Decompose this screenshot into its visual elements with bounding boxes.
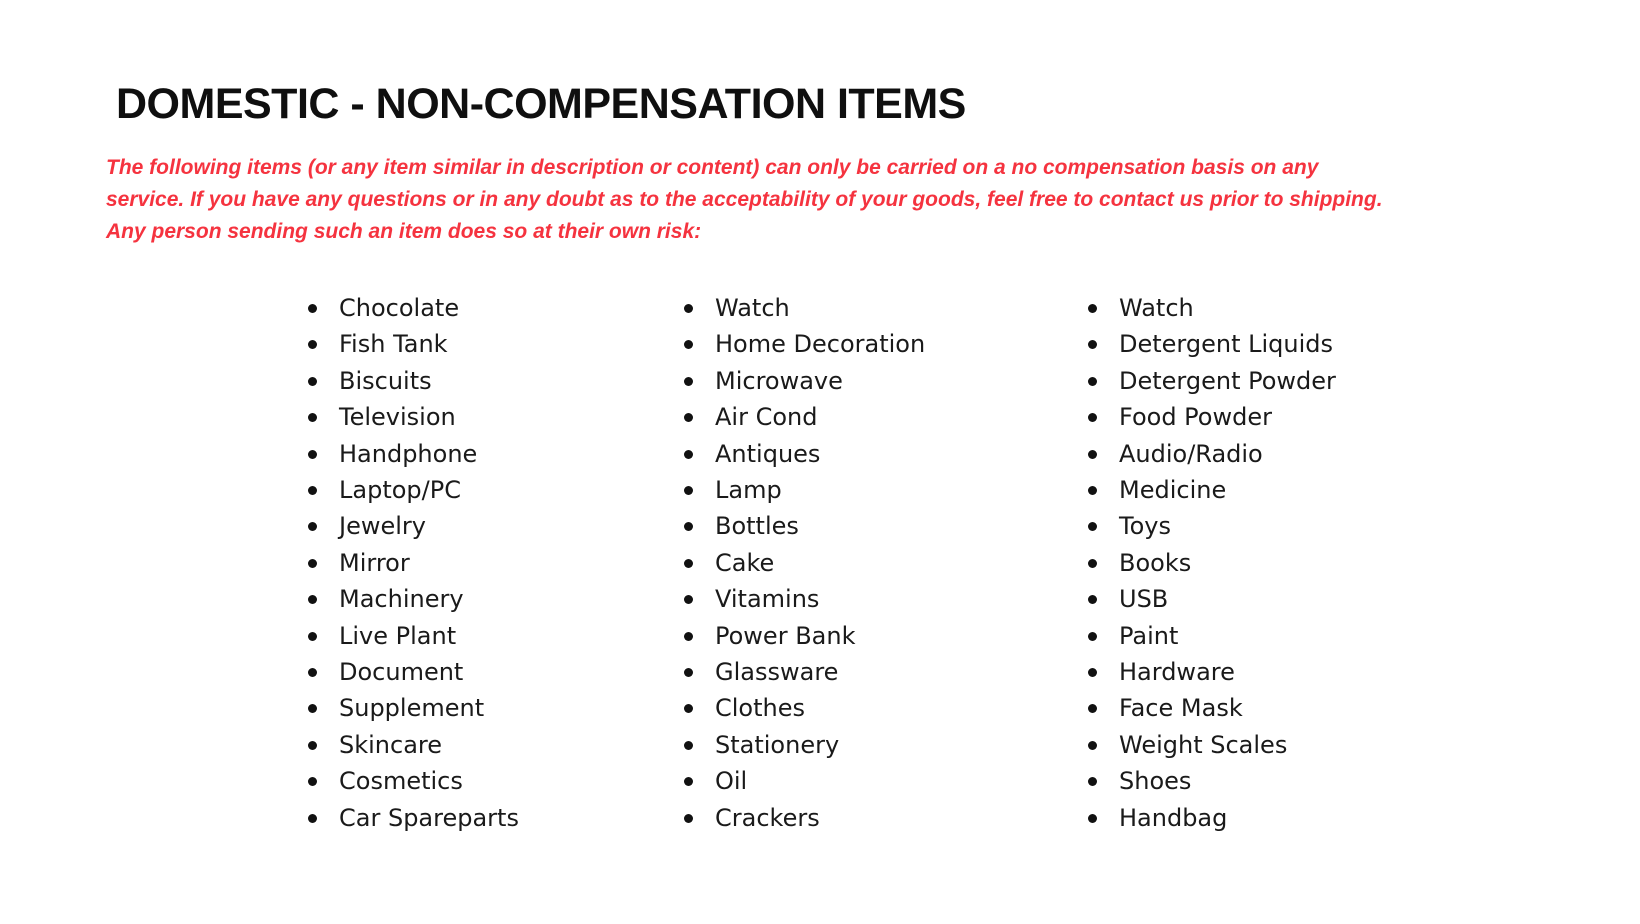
list-item: Handbag [1088,800,1336,836]
intro-line: Any person sending such an item does so at their own risk: [106,220,702,243]
list-item: Antiques [684,436,925,472]
list-item: USB [1088,581,1336,617]
item-list-column-1 [308,290,519,836]
list-item: Television [308,399,519,435]
list-item: Oil [684,763,925,799]
list-item: Hardware [1088,654,1336,690]
list-item: Face Mask [1088,690,1336,726]
page-title: DOMESTIC - NON-COMPENSATION ITEMS [116,80,966,128]
list-item: Toys [1088,508,1336,544]
intro-line: The following items (or any item similar in description or content) can only be carried on a no compensation basis on any [106,156,1319,179]
item-list-column-3 [1088,290,1336,836]
list-item: Medicine [1088,472,1336,508]
list-item: Glassware [684,654,925,690]
list-item: Lamp [684,472,925,508]
list-item: Document [308,654,519,690]
list-item: Clothes [684,690,925,726]
list-item: Machinery [308,581,519,617]
list-item: Watch [1088,290,1336,326]
list-item: Power Bank [684,618,925,654]
list-item: Microwave [684,363,925,399]
list-item: Supplement [308,690,519,726]
list-item: Food Powder [1088,399,1336,435]
list-item: Live Plant [308,618,519,654]
list-item: Handphone [308,436,519,472]
list-item: Biscuits [308,363,519,399]
list-item: Paint [1088,618,1336,654]
list-item: Audio/Radio [1088,436,1336,472]
list-item: Stationery [684,727,925,763]
list-item: Bottles [684,508,925,544]
list-item: Air Cond [684,399,925,435]
list-item: Car Spareparts [308,800,519,836]
list-item: Crackers [684,800,925,836]
list-item: Mirror [308,545,519,581]
list-item: Detergent Liquids [1088,326,1336,362]
list-item: Weight Scales [1088,727,1336,763]
list-item: Watch [684,290,925,326]
intro-paragraph [106,152,1383,248]
list-item: Jewelry [308,508,519,544]
list-item: Home Decoration [684,326,925,362]
item-list-column-2 [684,290,925,836]
intro-line: service. If you have any questions or in any doubt as to the acceptability of your goods, feel free to contact us prior to shipping. [106,188,1383,211]
list-item: Cosmetics [308,763,519,799]
list-item: Books [1088,545,1336,581]
list-item: Chocolate [308,290,519,326]
list-item: Skincare [308,727,519,763]
list-item: Vitamins [684,581,925,617]
list-item: Laptop/PC [308,472,519,508]
list-item: Shoes [1088,763,1336,799]
list-item: Fish Tank [308,326,519,362]
list-item: Detergent Powder [1088,363,1336,399]
list-item: Cake [684,545,925,581]
